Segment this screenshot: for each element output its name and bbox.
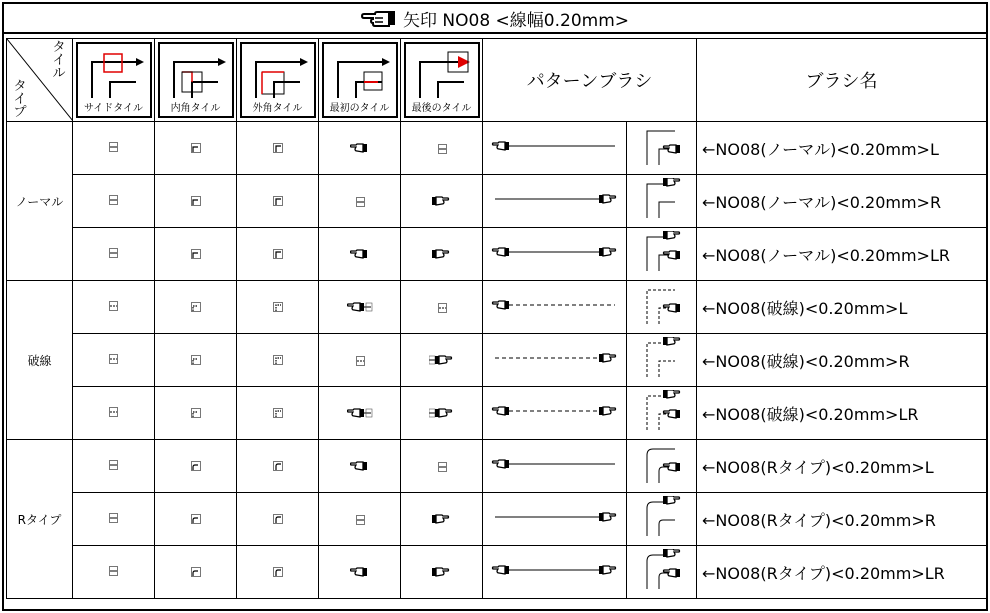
first-tile-cell	[319, 387, 401, 440]
corner-preview-cell	[627, 440, 697, 493]
first-tile-cell	[319, 175, 401, 228]
first-tile-swatch-icon	[355, 195, 365, 207]
last-tile-cell	[401, 228, 483, 281]
inner-corner-swatch-icon	[190, 354, 202, 366]
last-tile-swatch-icon	[437, 460, 447, 472]
inner-corner-tile-cell	[155, 175, 237, 228]
inner-corner-tile-cell	[155, 440, 237, 493]
side-tile-swatch-icon	[108, 405, 120, 419]
last-tile-cell	[401, 122, 483, 175]
outer-corner-swatch-icon	[272, 142, 284, 154]
first-tile-cell	[319, 281, 401, 334]
corner-preview-cell	[627, 493, 697, 546]
table-row	[7, 440, 987, 493]
corner-type-label: タイプ	[13, 79, 27, 120]
tile-header-outer	[237, 39, 319, 122]
side-tile-swatch-icon	[108, 458, 120, 472]
last-tile-cell	[401, 281, 483, 334]
pattern-brush-header: パターンブラシ	[483, 39, 697, 122]
tile-header-last	[401, 39, 483, 122]
outer-corner-swatch-icon	[272, 407, 284, 419]
side-tile-swatch-icon	[108, 140, 120, 154]
outer-corner-swatch-icon	[272, 460, 284, 472]
inner-corner-swatch-icon	[190, 566, 202, 578]
pattern-preview-cell	[483, 387, 627, 440]
table-row	[7, 387, 987, 440]
corner-preview	[641, 125, 683, 167]
inner-corner-swatch-icon	[190, 407, 202, 419]
outer-corner-tile-icon	[248, 48, 310, 100]
end-hand-icon	[432, 195, 452, 207]
corner-preview-cell	[627, 175, 697, 228]
brush-name: ←NO08(破線)<0.20mm>R	[697, 334, 987, 387]
outer-corner-tile-cell	[237, 440, 319, 493]
tile-caption: サイドタイル	[83, 103, 144, 114]
pattern-preview-cell	[483, 175, 627, 228]
first-tile-cell	[319, 228, 401, 281]
pattern-preview-cell	[483, 546, 627, 599]
type-label: ノーマル	[7, 122, 73, 281]
start-hand-icon	[350, 566, 370, 578]
inner-corner-tile-cell	[155, 281, 237, 334]
outer-corner-swatch-icon	[272, 248, 284, 260]
inner-corner-tile-cell	[155, 546, 237, 599]
inner-corner-swatch-icon	[190, 513, 202, 525]
brush-name: ←NO08(ノーマル)<0.20mm>LR	[697, 228, 987, 281]
corner-preview	[641, 496, 683, 538]
tile-caption: 最初のタイル	[329, 103, 390, 114]
outer-corner-tile-cell	[237, 387, 319, 440]
first-tile-cell	[319, 440, 401, 493]
corner-preview-cell	[627, 546, 697, 599]
side-tile-cell	[73, 546, 155, 599]
last-tile-swatch-icon	[437, 142, 447, 154]
start-hand-icon	[350, 248, 370, 260]
corner-preview	[641, 390, 683, 432]
end-hand-icon	[429, 354, 455, 366]
last-tile-cell	[401, 334, 483, 387]
corner-preview	[641, 284, 683, 326]
pattern-line-preview	[489, 189, 621, 209]
table-body	[7, 122, 987, 599]
pattern-preview-cell	[483, 281, 627, 334]
title-bar	[4, 4, 986, 34]
end-hand-icon	[432, 566, 452, 578]
end-hand-icon	[429, 407, 455, 419]
end-hand-icon	[432, 248, 452, 260]
corner-preview-cell	[627, 281, 697, 334]
inner-corner-tile-cell	[155, 122, 237, 175]
tile-header-first	[319, 39, 401, 122]
inner-corner-tile-cell	[155, 493, 237, 546]
side-tile-cell	[73, 175, 155, 228]
outer-corner-swatch-icon	[272, 354, 284, 366]
inner-corner-tile-cell	[155, 334, 237, 387]
pattern-line-preview	[489, 454, 621, 474]
table-row	[7, 334, 987, 387]
last-tile-cell	[401, 387, 483, 440]
inner-corner-tile-cell	[155, 228, 237, 281]
first-tile-icon	[330, 48, 392, 100]
side-tile-cell	[73, 493, 155, 546]
last-tile-cell	[401, 493, 483, 546]
pattern-line-preview	[489, 560, 621, 580]
brush-name: ←NO08(破線)<0.20mm>L	[697, 281, 987, 334]
outer-corner-tile-cell	[237, 175, 319, 228]
brush-name: ←NO08(ノーマル)<0.20mm>L	[697, 122, 987, 175]
table-row	[7, 281, 987, 334]
tile-caption: 外角タイル	[252, 103, 303, 114]
corner-preview	[641, 337, 683, 379]
corner-preview	[641, 549, 683, 591]
first-tile-swatch-icon	[355, 513, 365, 525]
corner-preview	[641, 231, 683, 273]
corner-preview-cell	[627, 122, 697, 175]
outer-corner-tile-cell	[237, 281, 319, 334]
first-tile-swatch-icon	[355, 354, 365, 366]
table-row	[7, 175, 987, 228]
pattern-preview-cell	[483, 122, 627, 175]
brush-name: ←NO08(ノーマル)<0.20mm>R	[697, 175, 987, 228]
pattern-preview-cell	[483, 228, 627, 281]
inner-corner-swatch-icon	[190, 195, 202, 207]
page-title: 矢印 NO08 <線幅0.20mm>	[403, 10, 629, 31]
pattern-preview-cell	[483, 493, 627, 546]
outer-corner-tile-cell	[237, 122, 319, 175]
first-tile-cell	[319, 334, 401, 387]
side-tile-cell	[73, 440, 155, 493]
pattern-preview-cell	[483, 440, 627, 493]
brush-name-header: ブラシ名	[697, 39, 987, 122]
pattern-preview-cell	[483, 334, 627, 387]
outer-corner-tile-cell	[237, 546, 319, 599]
brush-name: ←NO08(破線)<0.20mm>LR	[697, 387, 987, 440]
corner-header	[7, 39, 73, 122]
pattern-line-preview	[489, 507, 621, 527]
outer-corner-tile-cell	[237, 493, 319, 546]
corner-preview-cell	[627, 334, 697, 387]
first-tile-cell	[319, 493, 401, 546]
tile-header-inner	[155, 39, 237, 122]
brush-name: ←NO08(Rタイプ)<0.20mm>R	[697, 493, 987, 546]
outer-corner-swatch-icon	[272, 195, 284, 207]
start-hand-icon	[347, 407, 373, 419]
outer-corner-swatch-icon	[272, 301, 284, 313]
corner-preview-cell	[627, 228, 697, 281]
last-tile-cell	[401, 440, 483, 493]
inner-corner-swatch-icon	[190, 248, 202, 260]
header-row	[7, 39, 987, 122]
tile-header-side	[73, 39, 155, 122]
table-row	[7, 122, 987, 175]
brush-table	[6, 38, 987, 599]
type-label: 破線	[7, 281, 73, 440]
last-tile-cell	[401, 546, 483, 599]
tile-caption: 内角タイル	[170, 103, 221, 114]
table-row	[7, 493, 987, 546]
side-tile-swatch-icon	[108, 193, 120, 207]
side-tile-cell	[73, 281, 155, 334]
brush-name: ←NO08(Rタイプ)<0.20mm>L	[697, 440, 987, 493]
inner-corner-swatch-icon	[190, 142, 202, 154]
outer-corner-swatch-icon	[272, 566, 284, 578]
start-hand-icon	[350, 460, 370, 472]
type-label: Rタイプ	[7, 440, 73, 599]
side-tile-icon	[84, 48, 146, 100]
first-tile-cell	[319, 122, 401, 175]
corner-tile-label: タイル	[52, 40, 66, 81]
first-tile-cell	[319, 546, 401, 599]
side-tile-swatch-icon	[108, 352, 120, 366]
inner-corner-tile-icon	[166, 48, 228, 100]
side-tile-swatch-icon	[108, 246, 120, 260]
corner-preview	[641, 443, 683, 485]
inner-corner-swatch-icon	[190, 460, 202, 472]
pointing-hand-icon	[361, 8, 397, 28]
pattern-line-preview	[489, 242, 621, 262]
outer-corner-swatch-icon	[272, 513, 284, 525]
inner-corner-swatch-icon	[190, 301, 202, 313]
corner-preview-cell	[627, 387, 697, 440]
inner-corner-tile-cell	[155, 387, 237, 440]
pattern-line-preview	[489, 295, 621, 315]
side-tile-swatch-icon	[108, 564, 120, 578]
last-tile-swatch-icon	[437, 301, 447, 313]
side-tile-cell	[73, 228, 155, 281]
tile-caption: 最後のタイル	[411, 103, 472, 114]
corner-preview	[641, 178, 683, 220]
outer-corner-tile-cell	[237, 228, 319, 281]
side-tile-cell	[73, 387, 155, 440]
table-row	[7, 228, 987, 281]
side-tile-swatch-icon	[108, 511, 120, 525]
start-hand-icon	[347, 301, 373, 313]
last-tile-cell	[401, 175, 483, 228]
pattern-line-preview	[489, 401, 621, 421]
start-hand-icon	[350, 142, 370, 154]
side-tile-cell	[73, 122, 155, 175]
end-hand-icon	[432, 513, 452, 525]
pattern-line-preview	[489, 348, 621, 368]
last-tile-icon	[412, 48, 474, 100]
table-row	[7, 546, 987, 599]
side-tile-swatch-icon	[108, 299, 120, 313]
outer-corner-tile-cell	[237, 334, 319, 387]
pattern-line-preview	[489, 136, 621, 156]
brush-name: ←NO08(Rタイプ)<0.20mm>LR	[697, 546, 987, 599]
side-tile-cell	[73, 334, 155, 387]
